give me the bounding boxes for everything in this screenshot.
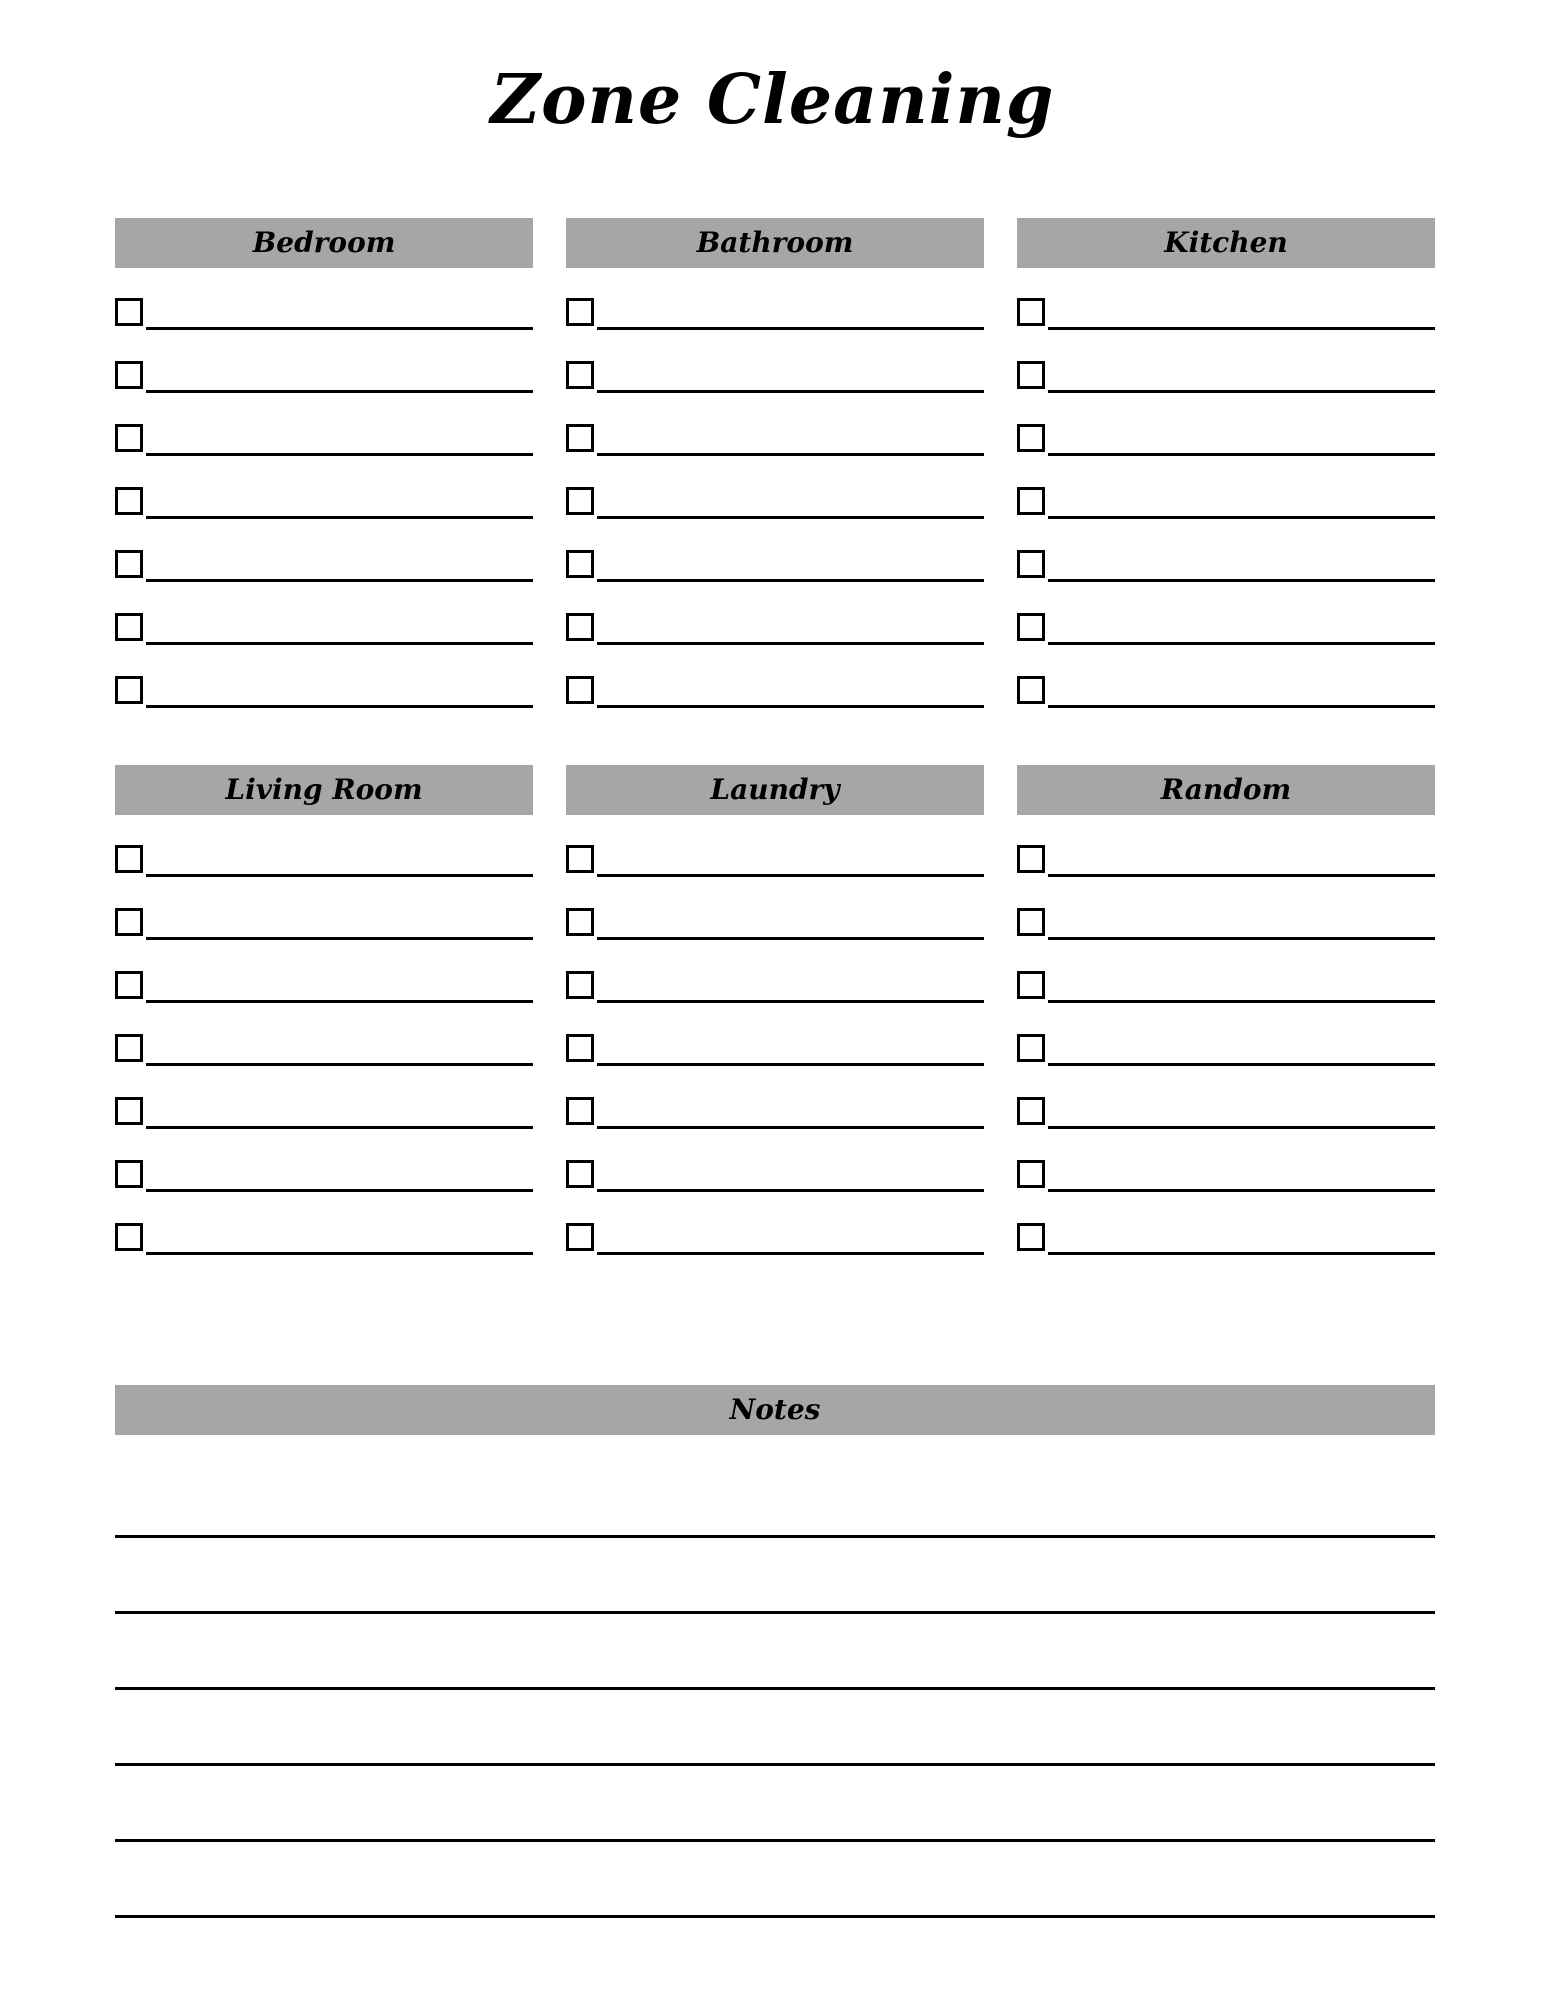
write-in-line-bedroom-6[interactable]: [146, 642, 533, 645]
write-in-line-bathroom-5[interactable]: [597, 579, 984, 582]
checkbox-random-3[interactable]: [1017, 971, 1045, 999]
checklist-row: [1017, 971, 1435, 1034]
section-random: [1017, 765, 1435, 1286]
checklist-random: [1017, 845, 1435, 1286]
write-in-line-laundry-3[interactable]: [597, 1000, 984, 1003]
checkbox-bedroom-2[interactable]: [115, 361, 143, 389]
checkbox-laundry-5[interactable]: [566, 1097, 594, 1125]
notes-line: [115, 1766, 1435, 1842]
checklist-row: [1017, 298, 1435, 361]
write-in-line-bathroom-2[interactable]: [597, 390, 984, 393]
write-in-line-laundry-2[interactable]: [597, 937, 984, 940]
section-header-kitchen: Kitchen: [1017, 218, 1435, 268]
section-header-laundry: Laundry: [566, 765, 984, 815]
checkbox-kitchen-3[interactable]: [1017, 424, 1045, 452]
checklist-row: [115, 676, 533, 739]
checkbox-bathroom-6[interactable]: [566, 613, 594, 641]
checklist-row: [566, 613, 984, 676]
checklist-row: [1017, 1160, 1435, 1223]
section-header-notes: Notes: [115, 1385, 1435, 1435]
notes-line: [115, 1614, 1435, 1690]
checkbox-bedroom-3[interactable]: [115, 424, 143, 452]
checkbox-random-1[interactable]: [1017, 845, 1045, 873]
checklist-row: [1017, 487, 1435, 550]
checklist-row: [1017, 676, 1435, 739]
checklist-row: [566, 1097, 984, 1160]
write-in-line-bathroom-7[interactable]: [597, 705, 984, 708]
checklist-row: [1017, 1097, 1435, 1160]
write-in-line-kitchen-3[interactable]: [1048, 453, 1435, 456]
checklist-row: [115, 613, 533, 676]
notes-section: [115, 1385, 1435, 1918]
checklist-row: [115, 487, 533, 550]
write-in-line-random-4[interactable]: [1048, 1063, 1435, 1066]
checkbox-bedroom-7[interactable]: [115, 676, 143, 704]
checklist-row: [115, 298, 533, 361]
checkbox-living-room-2[interactable]: [115, 908, 143, 936]
checklist-row: [115, 1097, 533, 1160]
write-in-line-kitchen-2[interactable]: [1048, 390, 1435, 393]
checklist-row: [566, 908, 984, 971]
checkbox-random-2[interactable]: [1017, 908, 1045, 936]
checkbox-bathroom-1[interactable]: [566, 298, 594, 326]
checklist-row: [1017, 1223, 1435, 1286]
write-in-line-kitchen-4[interactable]: [1048, 516, 1435, 519]
checkbox-bathroom-2[interactable]: [566, 361, 594, 389]
checkbox-bedroom-4[interactable]: [115, 487, 143, 515]
section-bedroom: [115, 218, 533, 739]
checklist-row: [115, 1223, 533, 1286]
checklist-row: [566, 1034, 984, 1097]
checkbox-bedroom-5[interactable]: [115, 550, 143, 578]
checkbox-kitchen-4[interactable]: [1017, 487, 1045, 515]
write-in-line-kitchen-7[interactable]: [1048, 705, 1435, 708]
write-in-line-kitchen-5[interactable]: [1048, 579, 1435, 582]
checklist-row: [1017, 613, 1435, 676]
checkbox-random-5[interactable]: [1017, 1097, 1045, 1125]
checklist-living-room: [115, 845, 533, 1286]
section-header-living-room: Living Room: [115, 765, 533, 815]
write-in-line-bedroom-5[interactable]: [146, 579, 533, 582]
checklist-row: [115, 1034, 533, 1097]
write-in-line-random-2[interactable]: [1048, 937, 1435, 940]
checkbox-random-7[interactable]: [1017, 1223, 1045, 1251]
checkbox-laundry-2[interactable]: [566, 908, 594, 936]
write-in-line-kitchen-6[interactable]: [1048, 642, 1435, 645]
write-in-line-random-7[interactable]: [1048, 1252, 1435, 1255]
checklist-row: [566, 361, 984, 424]
checklist-row: [1017, 361, 1435, 424]
checklist-row: [1017, 845, 1435, 908]
checklist-row: [566, 971, 984, 1034]
checkbox-living-room-4[interactable]: [115, 1034, 143, 1062]
section-bathroom: [566, 218, 984, 739]
checkbox-laundry-3[interactable]: [566, 971, 594, 999]
write-in-line-living-room-6[interactable]: [146, 1189, 533, 1192]
checklist-row: [115, 424, 533, 487]
checklist-row: [566, 1160, 984, 1223]
checkbox-kitchen-5[interactable]: [1017, 550, 1045, 578]
checklist-row: [566, 424, 984, 487]
checklist-row: [115, 1160, 533, 1223]
write-in-line-bathroom-6[interactable]: [597, 642, 984, 645]
checklist-row: [115, 361, 533, 424]
checklist-row: [566, 1223, 984, 1286]
notes-line: [115, 1842, 1435, 1918]
checklist-row: [115, 845, 533, 908]
write-in-line-random-6[interactable]: [1048, 1189, 1435, 1192]
checkbox-laundry-4[interactable]: [566, 1034, 594, 1062]
checkbox-bathroom-7[interactable]: [566, 676, 594, 704]
checkbox-bedroom-6[interactable]: [115, 613, 143, 641]
checklist-row: [1017, 908, 1435, 971]
checklist-bathroom: [566, 298, 984, 739]
checklist-row: [115, 550, 533, 613]
checkbox-living-room-1[interactable]: [115, 845, 143, 873]
checklist-row: [115, 908, 533, 971]
write-in-line-bedroom-2[interactable]: [146, 390, 533, 393]
checkbox-random-6[interactable]: [1017, 1160, 1045, 1188]
checkbox-living-room-7[interactable]: [115, 1223, 143, 1251]
checkbox-living-room-6[interactable]: [115, 1160, 143, 1188]
checklist-kitchen: [1017, 298, 1435, 739]
write-in-line-living-room-5[interactable]: [146, 1126, 533, 1129]
checkbox-kitchen-2[interactable]: [1017, 361, 1045, 389]
write-in-line-living-room-1[interactable]: [146, 874, 533, 877]
write-in-line-bedroom-3[interactable]: [146, 453, 533, 456]
checkbox-living-room-5[interactable]: [115, 1097, 143, 1125]
write-in-line-random-1[interactable]: [1048, 874, 1435, 877]
notes-writing-lines: [115, 1462, 1435, 1918]
write-in-line-random-5[interactable]: [1048, 1126, 1435, 1129]
section-laundry: [566, 765, 984, 1286]
write-in-line-laundry-5[interactable]: [597, 1126, 984, 1129]
checkbox-kitchen-7[interactable]: [1017, 676, 1045, 704]
write-in-line-living-room-3[interactable]: [146, 1000, 533, 1003]
checkbox-kitchen-6[interactable]: [1017, 613, 1045, 641]
write-in-line-laundry-4[interactable]: [597, 1063, 984, 1066]
checklist-bedroom: [115, 298, 533, 739]
checkbox-living-room-3[interactable]: [115, 971, 143, 999]
checkbox-laundry-6[interactable]: [566, 1160, 594, 1188]
checkbox-laundry-1[interactable]: [566, 845, 594, 873]
checklist-laundry: [566, 845, 984, 1286]
section-header-bathroom: Bathroom: [566, 218, 984, 268]
checkbox-bathroom-3[interactable]: [566, 424, 594, 452]
write-in-line-bathroom-3[interactable]: [597, 453, 984, 456]
write-in-line-living-room-2[interactable]: [146, 937, 533, 940]
write-in-line-random-3[interactable]: [1048, 1000, 1435, 1003]
checkbox-kitchen-1[interactable]: [1017, 298, 1045, 326]
write-in-line-bathroom-1[interactable]: [597, 327, 984, 330]
checklist-row: [566, 298, 984, 361]
write-in-line-bedroom-1[interactable]: [146, 327, 533, 330]
checklist-row: [566, 487, 984, 550]
write-in-line-living-room-7[interactable]: [146, 1252, 533, 1255]
write-in-line-laundry-7[interactable]: [597, 1252, 984, 1255]
write-in-line-laundry-1[interactable]: [597, 874, 984, 877]
checklist-row: [566, 676, 984, 739]
checklist-row: [115, 971, 533, 1034]
write-in-line-bathroom-4[interactable]: [597, 516, 984, 519]
checklist-row: [566, 845, 984, 908]
write-in-line-laundry-6[interactable]: [597, 1189, 984, 1192]
checkbox-bathroom-4[interactable]: [566, 487, 594, 515]
section-kitchen: [1017, 218, 1435, 739]
checklist-row: [1017, 1034, 1435, 1097]
section-header-random: Random: [1017, 765, 1435, 815]
checkbox-bathroom-5[interactable]: [566, 550, 594, 578]
section-living-room: [115, 765, 533, 1286]
write-in-line-bedroom-4[interactable]: [146, 516, 533, 519]
notes-line: [115, 1462, 1435, 1538]
notes-write-in-line-6[interactable]: [115, 1915, 1435, 1918]
section-header-bedroom: Bedroom: [115, 218, 533, 268]
page-title: Zone Cleaning: [490, 60, 1055, 140]
checklist-row: [566, 550, 984, 613]
checklist-row: [1017, 424, 1435, 487]
write-in-line-kitchen-1[interactable]: [1048, 327, 1435, 330]
write-in-line-living-room-4[interactable]: [146, 1063, 533, 1066]
checkbox-random-4[interactable]: [1017, 1034, 1045, 1062]
checkbox-bedroom-1[interactable]: [115, 298, 143, 326]
checklist-row: [1017, 550, 1435, 613]
checkbox-laundry-7[interactable]: [566, 1223, 594, 1251]
write-in-line-bedroom-7[interactable]: [146, 705, 533, 708]
notes-line: [115, 1690, 1435, 1766]
notes-line: [115, 1538, 1435, 1614]
